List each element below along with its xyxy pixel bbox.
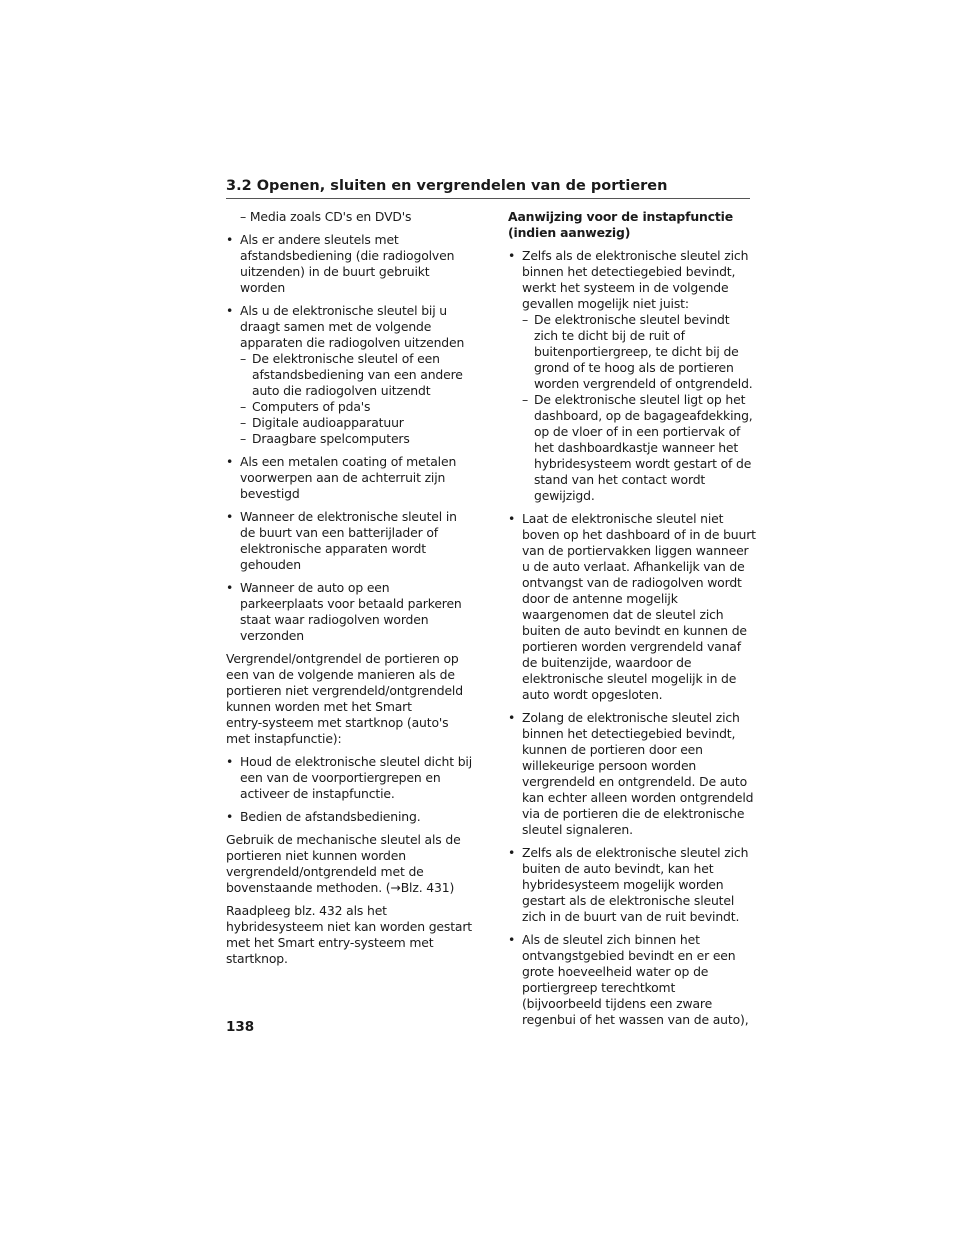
text-line: auto die radiogolven uitzendt [252,383,431,398]
text-line: met instapfunctie): [226,731,342,746]
text-line: stand van het contact wordt [534,472,706,487]
text-line: entry-systeem met startknop (auto's [226,715,449,730]
page-number: 138 [226,1019,255,1035]
bullet-mark: • [508,845,516,860]
subsection-heading [508,209,748,241]
bullet-mark: • [508,248,516,263]
text-line: waargenomen dat de sleutel zich [522,607,724,622]
text-line: Als een metalen coating of metalen [240,454,457,469]
text-line: vergrendeld/ontgrendeld met de [226,864,424,879]
text-line: vergrendeld en ontgrendeld. De auto [522,774,748,789]
text-line: sleutel signaleren. [522,822,633,837]
text-line: Zelfs als de elektronische sleutel zich [522,845,749,860]
text-line: verzonden [240,628,304,643]
text-line: u de auto verlaat. Afhankelijk van de [522,559,745,574]
dash-mark: – [240,351,247,366]
dash-item [240,431,466,447]
text-line: hybridesysteem mogelijk worden [522,877,724,892]
text-line: Wanneer de auto op een [240,580,390,595]
text-line: zich in de buurt van de ruit bevindt. [522,909,740,924]
paragraph [226,903,473,967]
text-line: dashboard, op de bagageafdekking, [534,408,753,423]
bullet-item [508,845,748,925]
text-line: boven op het dashboard of in de buurt [522,527,756,542]
text-line: Zolang de elektronische sleutel zich [522,710,740,725]
text-line: parkeerplaats voor betaald parkeren [240,596,462,611]
text-line: gevallen mogelijk niet juist: [522,296,689,311]
text-line: ontvangst van de radiogolven wordt [522,575,742,590]
text-line: grote hoeveelheid water op de [522,964,709,979]
text-line: De elektronische sleutel of een [252,351,440,366]
text-line: binnen het detectiegebied bevindt, [522,726,736,741]
left-column [226,209,473,967]
text-line: een van de volgende manieren als de [226,667,455,682]
text-line: staat waar radiogolven worden [240,612,429,627]
text-line: De elektronische sleutel ligt op het [534,392,746,407]
text-line: Digitale audioapparatuur [252,415,404,430]
text-line: apparaten die radiogolven uitzenden [240,335,465,350]
text-line: draagt samen met de volgende [240,319,432,334]
section-header [226,178,750,199]
bullet-item [226,232,466,296]
bullet-mark: • [226,509,234,524]
bullet-item [508,248,753,504]
text-line: Als u de elektronische sleutel bij u [240,303,448,318]
bullet-item [508,511,756,703]
text-line: portieren niet vergrendeld/ontgrendeld [226,683,463,698]
dash-item [240,399,466,415]
text-line: werkt het systeem in de volgende [522,280,729,295]
text-line: De elektronische sleutel bevindt [534,312,730,327]
dash-mark: – [240,431,247,446]
dash-item [240,415,466,431]
text-line: (bijvoorbeeld tijdens een zware [522,996,713,1011]
bullet-mark: • [226,809,234,824]
text-line: ontvangstgebied bevindt en er een [522,948,736,963]
text-line: buiten de auto bevindt, kan het [522,861,714,876]
text-line: binnen het detectiegebied bevindt, [522,264,736,279]
text-line: Draagbare spelcomputers [252,431,410,446]
text-line: Bedien de afstandsbediening. [240,809,421,824]
text-line: elektronische sleutel mogelijk in de [522,671,737,686]
text-line: activeer de instapfunctie. [240,786,395,801]
bullet-mark: • [508,710,516,725]
bullet-mark: • [226,754,234,769]
bullet-item [226,454,466,502]
text-line: van de portiervakken liggen wanneer [522,543,749,558]
text-line: startknop. [226,951,288,966]
text-line: kan echter alleen worden ontgrendeld [522,790,754,805]
text-line: de buurt van een batterijlader of [240,525,438,540]
text-line: worden [240,280,286,295]
page-reference[interactable]: bovenstaande methoden. (→Blz. 431) [226,880,455,895]
bullet-item [508,710,754,838]
dash-mark: – [240,399,247,414]
text-line: portieren niet kunnen worden [226,848,406,863]
bullet-item [226,754,472,802]
text-line: buitenportiergreep, te dicht bij de [534,344,739,359]
dash-mark: – [522,312,529,327]
bullet-mark: • [226,303,234,318]
text-line: hybridesysteem niet kan worden gestart [226,919,473,934]
text-line: Laat de elektronische sleutel niet [522,511,724,526]
text-line: kunnen de portieren door een [522,742,703,757]
text-line: afstandsbediening (die radiogolven [240,248,455,263]
bullet-item [226,809,466,825]
text-line: buiten de auto bevindt en kunnen de [522,623,747,638]
bullet-item [226,303,466,447]
text-line: Als er andere sleutels met [240,232,399,247]
text-line: grond of te hoog als de portieren [534,360,734,375]
paragraph [226,651,466,747]
text-line: hybridesysteem wordt gestart of de [534,456,752,471]
text-line: Zelfs als de elektronische sleutel zich [522,248,749,263]
text-line: portieren worden vergrendeld vanaf [522,639,741,654]
text-line: afstandsbediening van een andere [252,367,463,382]
dash-item [522,312,753,392]
dash-mark: – [240,415,247,430]
text-line: kunnen worden met het Smart [226,699,412,714]
text-line: op de vloer of in een portiervak of [534,424,741,439]
bullet-item [508,932,748,1028]
text-line: auto wordt opgesloten. [522,687,663,702]
bullet-mark: • [226,232,234,247]
text-line: gestart als de elektronische sleutel [522,893,735,908]
text-line: bevestigd [240,486,300,501]
dash-text: – Media zoals CD's en DVD's [240,209,412,224]
text-line: voorwerpen aan de achterruit zijn [240,470,446,485]
section-title: 3.2 Openen, sluiten en vergrendelen van de portieren [226,178,668,194]
paragraph [226,832,466,896]
text-line: met het Smart entry-systeem met [226,935,434,950]
text-line: Vergrendel/ontgrendel de portieren op [226,651,459,666]
text-line: worden vergrendeld of ontgrendeld. [534,376,753,391]
text-line: uitzenden) in de buurt gebruikt [240,264,430,279]
text-line: regenbui of het wassen van de auto), [522,1012,749,1027]
dash-item [226,209,466,225]
bullet-mark: • [508,932,516,947]
text-line: Aanwijzing voor de instapfunctie [508,209,734,224]
text-line: portiergreep terechtkomt [522,980,676,995]
text-line: Als de sleutel zich binnen het [522,932,700,947]
text-line: het dashboardkastje wanneer het [534,440,739,455]
text-line: Raadpleeg blz. 432 als het [226,903,387,918]
dash-mark: – [522,392,529,407]
text-line: Wanneer de elektronische sleutel in [240,509,457,524]
text-line: (indien aanwezig) [508,225,631,240]
text-line: willekeurige persoon worden [522,758,697,773]
text-line: Gebruik de mechanische sleutel als de [226,832,461,847]
text-line: via de portieren die de elektronische [522,806,745,821]
text-line: de buitenzijde, waardoor de [522,655,692,670]
text-line: elektronische apparaten wordt [240,541,426,556]
bullet-item [226,580,466,644]
bullet-item [226,509,466,573]
dash-item [240,351,466,399]
bullet-mark: • [226,454,234,469]
right-column [508,209,756,1028]
text-line: Houd de elektronische sleutel dicht bij [240,754,472,769]
dash-item [522,392,753,504]
text-line: zich te dicht bij de ruit of [534,328,685,343]
text-line: een van de voorportiergrepen en [240,770,441,785]
text-line: door de antenne mogelijk [522,591,678,606]
bullet-mark: • [226,580,234,595]
text-line: Computers of pda's [252,399,371,414]
bullet-mark: • [508,511,516,526]
text-line: gewijzigd. [534,488,595,503]
text-line: gehouden [240,557,301,572]
